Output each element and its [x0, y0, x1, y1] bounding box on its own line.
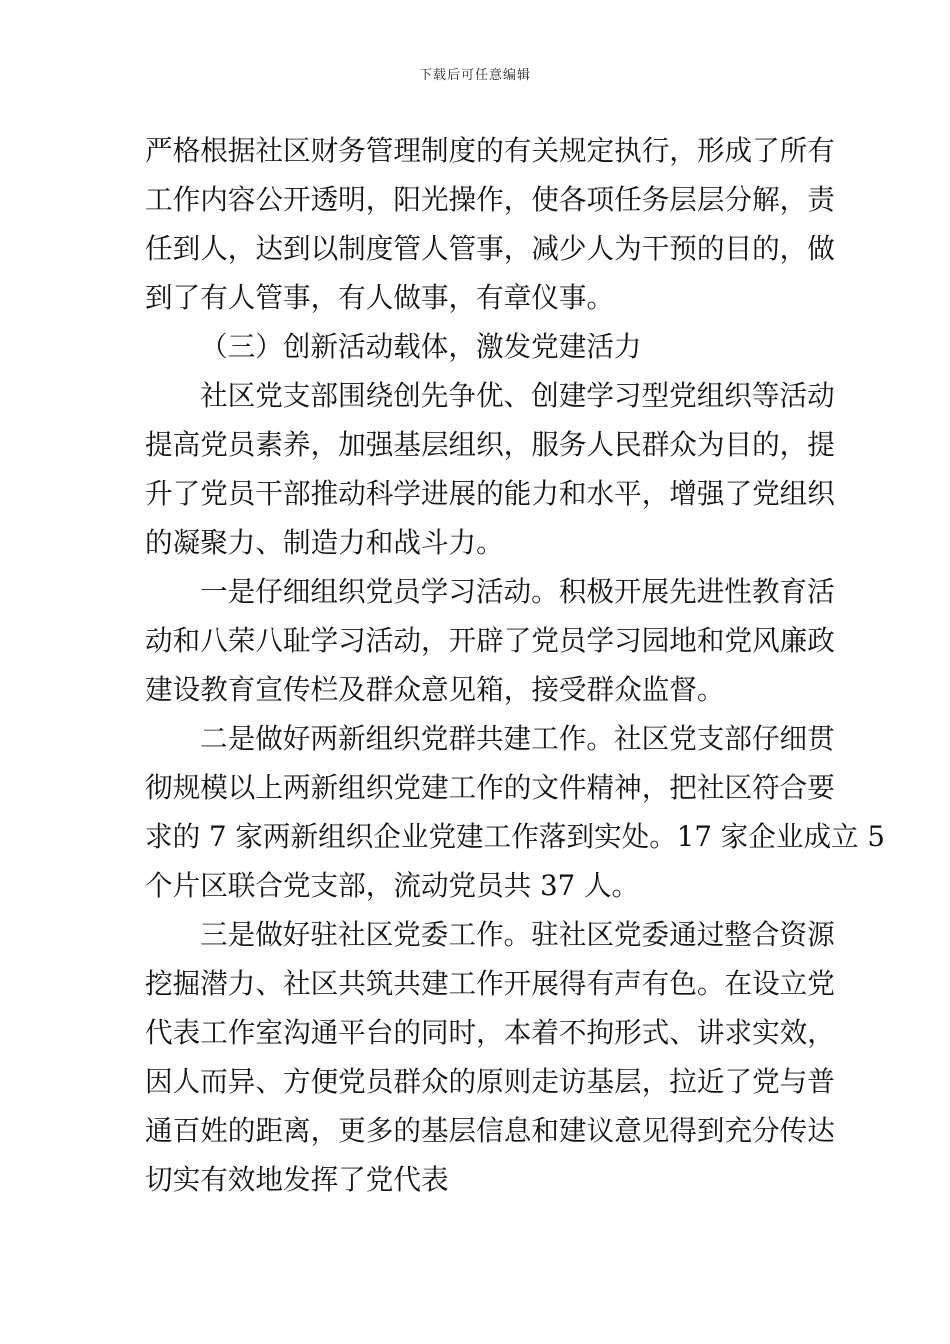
text-line: 到了有人管事，有人做事，有章仪事。	[145, 281, 615, 314]
document-body	[145, 126, 885, 1204]
text-line: 严格根据社区财务管理制度的有关规定执行，形成了所有	[145, 134, 835, 167]
text-line: 的凝聚力、制造力和战斗力。	[145, 526, 504, 559]
text-line: 升了党员干部推动科学进展的能力和水平，增强了党组织	[145, 477, 835, 510]
section-heading: （三）创新活动载体，激发党建活力	[200, 330, 642, 363]
text-line: 工作内容公开透明，阳光操作，使各项任务层层分解，责	[145, 183, 835, 216]
text-line: 社区党支部围绕创先争优、创建学习型党组织等活动	[200, 379, 835, 412]
text-line: 代表工作室沟通平台的同时，本着不拘形式、讲求实效，	[145, 1016, 835, 1049]
page-header: 下载后可任意编辑	[418, 68, 531, 83]
text-line: 建设教育宣传栏及群众意见箱，接受群众监督。	[145, 673, 725, 706]
text-line: 彻规模以上两新组织党建工作的文件精神，把社区符合要	[145, 771, 835, 804]
text-line: 因人而异、方便党员群众的原则走访基层，拉近了党与普	[145, 1065, 835, 1098]
text-line: 三是做好驻社区党委工作。驻社区党委通过整合资源	[200, 918, 835, 951]
text-line: 切实有效地发挥了党代表	[145, 1163, 449, 1196]
text-line: 二是做好两新组织党群共建工作。社区党支部仔细贯	[200, 722, 835, 755]
text-line: 提高党员素养，加强基层组织，服务人民群众为目的，提	[145, 428, 835, 461]
text-line: 任到人，达到以制度管人管事，减少人为干预的目的，做	[145, 232, 835, 265]
text-line: 挖掘潜力、社区共筑共建工作开展得有声有色。在设立党	[145, 967, 835, 1000]
text-line: 求的 7 家两新组织企业党建工作落到实处。17 家企业成立 5	[145, 820, 885, 853]
text-line: 一是仔细组织党员学习活动。积极开展先进性教育活	[200, 575, 835, 608]
text-line: 通百姓的距离，更多的基层信息和建议意见得到充分传达	[145, 1114, 835, 1147]
text-line: 动和八荣八耻学习活动，开辟了党员学习园地和党风廉政	[145, 624, 835, 657]
text-line: 个片区联合党支部，流动党员共 37 人。	[145, 869, 640, 902]
